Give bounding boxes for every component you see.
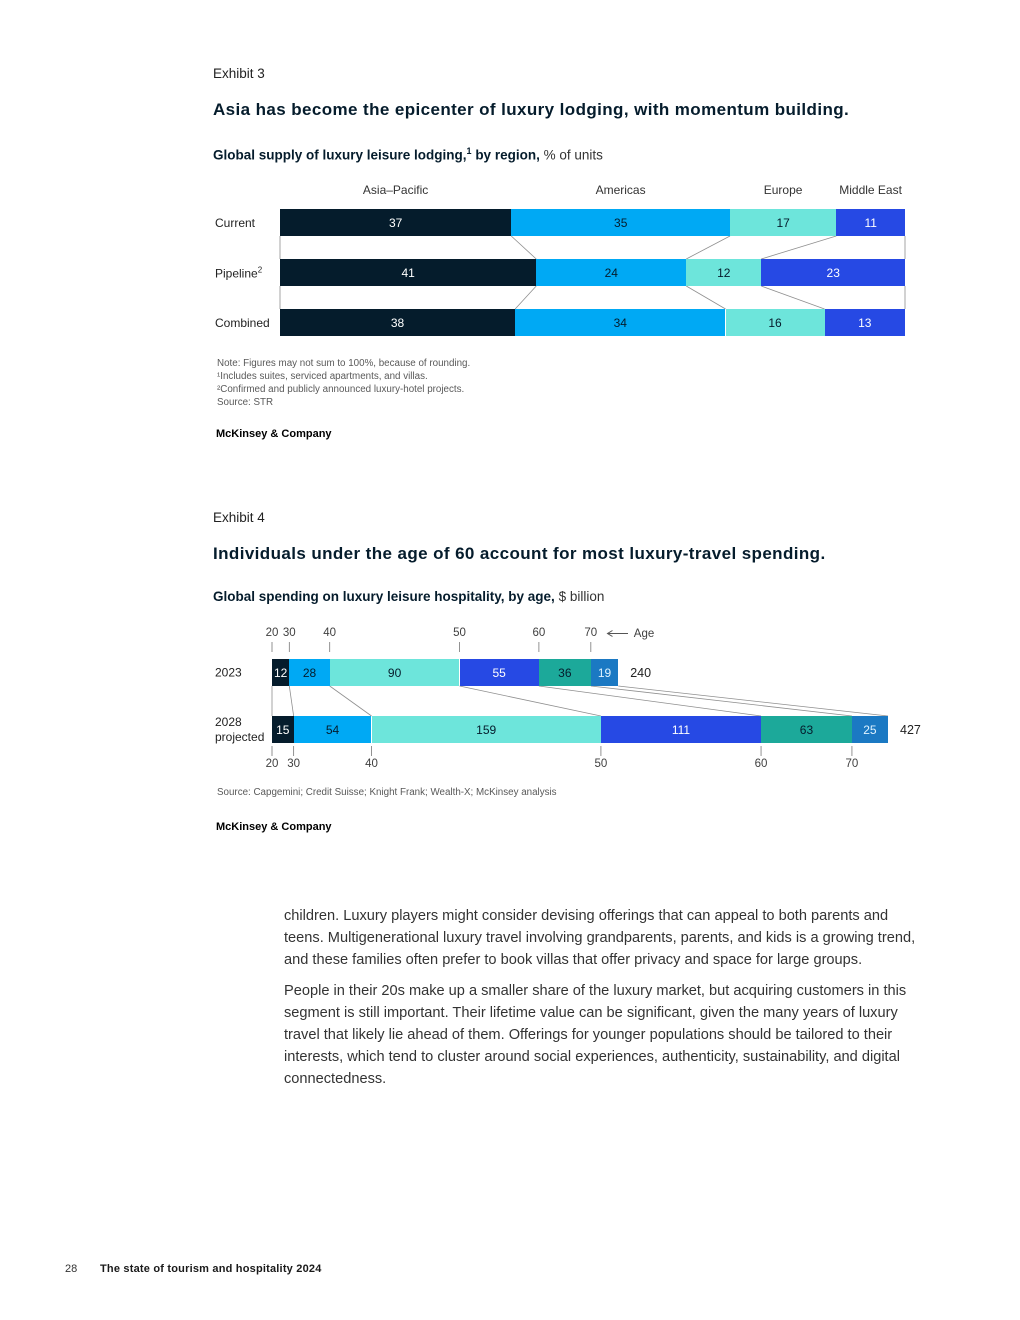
exhibit4-subtitle-units: $ billion xyxy=(558,589,605,604)
age-axis-label xyxy=(605,627,654,640)
bar-segment: 16 xyxy=(726,309,825,336)
footer-title: The state of tourism and hospitality 2024 xyxy=(100,1263,322,1275)
mckinsey-wordmark: McKinsey & Company xyxy=(216,821,332,833)
connector-lines xyxy=(213,627,988,779)
bar-segment: 63 xyxy=(761,716,852,743)
bar-segment: 35 xyxy=(511,209,730,236)
column-header: Americas xyxy=(595,183,646,197)
row-label: 2023 xyxy=(215,665,242,679)
bar-segment: 41 xyxy=(280,259,536,286)
exhibit4-label: Exhibit 4 xyxy=(213,510,265,525)
page-number: 28 xyxy=(65,1263,78,1275)
bar-segment: 111 xyxy=(601,716,761,743)
bar-total: 240 xyxy=(630,665,652,680)
bar-segment: 15 xyxy=(272,716,294,743)
age-tick-label: 40 xyxy=(365,758,378,770)
age-tick-label: 60 xyxy=(532,627,546,639)
age-tick-label: 50 xyxy=(453,627,466,639)
row-label: Current xyxy=(215,215,256,230)
bar-total: 427 xyxy=(900,722,921,737)
bar-segment: 24 xyxy=(536,259,686,286)
bar-segment: 13 xyxy=(825,309,905,336)
row-label: 2028 projected xyxy=(215,714,265,744)
age-tick-label: 70 xyxy=(845,758,859,770)
exhibit4-chart xyxy=(213,627,988,779)
bar-segment: 23 xyxy=(761,259,905,286)
bar-segment: 38 xyxy=(280,309,515,336)
bar-segment: 55 xyxy=(460,659,539,686)
exhibit3-subtitle-bold-2: by region, xyxy=(475,147,540,163)
age-tick-label: 50 xyxy=(594,758,608,770)
bar-segment: 19 xyxy=(591,659,618,686)
mckinsey-wordmark: McKinsey & Company xyxy=(216,428,332,440)
bar-segment: 54 xyxy=(294,716,372,743)
bar-segment: 17 xyxy=(730,209,836,236)
note-line: Source: STR xyxy=(217,397,274,408)
exhibit3-notes xyxy=(217,357,470,409)
bar-segment: 12 xyxy=(272,659,289,686)
bar-segment: 90 xyxy=(330,659,460,686)
exhibit3-label: Exhibit 3 xyxy=(213,66,265,81)
age-axis-label-text: Age xyxy=(633,627,655,640)
age-tick-label: 20 xyxy=(265,758,279,770)
exhibit4-subtitle-bold: Global spending on luxury leisure hospitality, by age, xyxy=(213,589,555,604)
age-tick-label: 40 xyxy=(323,627,337,639)
age-tick-label: 30 xyxy=(282,627,296,639)
column-header: Middle East xyxy=(839,183,902,197)
bar-segment: 28 xyxy=(289,659,329,686)
exhibit3-subtitle-units: % of units xyxy=(543,147,603,163)
column-header: Europe xyxy=(763,183,803,197)
exhibit4-source: Source: Capgemini; Credit Suisse; Knight Frank; Wealth-X; McKinsey analysis xyxy=(217,787,557,798)
age-tick-label: 60 xyxy=(754,758,768,770)
row-label: Combined xyxy=(215,315,270,330)
row-label: Pipeline$^2$ xyxy=(215,265,263,280)
bar-segment: 11 xyxy=(836,209,905,236)
body-paragraph: People in their 20s make up a smaller share of the luxury market, but acquiring customers in this segment is still important. Their lifetime value can be significant, given the many years of luxury travel that likely lie ahead of them. Offerings for younger populations should be tailored to their interests, which tend to cluster around social experiences, authenticity, sustainability, and digital connectedness. xyxy=(284,983,907,1087)
age-tick-label: 30 xyxy=(287,758,300,770)
exhibit3-subtitle-bold: Global supply of luxury leisure lodging, xyxy=(213,147,467,163)
bar-segment: 25 xyxy=(852,716,888,743)
age-tick-label: 70 xyxy=(584,627,598,639)
footnote-marker: 2 xyxy=(257,265,263,274)
age-tick-label: 20 xyxy=(265,627,279,639)
bar-segment: 12 xyxy=(686,259,761,286)
exhibit3-subtitle-footnote-marker: 1 xyxy=(466,146,472,156)
note-line: Note: Figures may not sum to 100%, because of rounding. xyxy=(217,358,471,369)
exhibit3-title: Asia has become the epicenter of luxury lodging, with momentum building. xyxy=(213,100,850,119)
bar-segment: 159 xyxy=(372,716,601,743)
exhibit4-title: Individuals under the age of 60 account for most luxury-travel spending. xyxy=(213,544,826,563)
note-line: ¹Includes suites, serviced apartments, and villas. xyxy=(217,371,428,382)
body-paragraph: children. Luxury players might consider devising offerings that can appeal to both parents and teens. Multigenerational luxury travel involving grandparents, parents, and kids is a growing trend, and these families often prefer to book villas that offer privacy and space for large groups. xyxy=(284,908,916,968)
age-arrow-icon xyxy=(605,629,629,638)
exhibit4-subtitle xyxy=(213,589,604,604)
bar-segment: 37 xyxy=(280,209,511,236)
exhibit3-chart xyxy=(213,183,925,339)
bar-segment: 36 xyxy=(539,659,591,686)
column-header: Asia–Pacific xyxy=(362,183,429,197)
exhibit3-subtitle xyxy=(213,146,603,163)
note-line: ²Confirmed and publicly announced luxury-hotel projects. xyxy=(217,384,465,395)
bar-segment: 34 xyxy=(515,309,725,336)
body-copy xyxy=(284,905,916,1090)
